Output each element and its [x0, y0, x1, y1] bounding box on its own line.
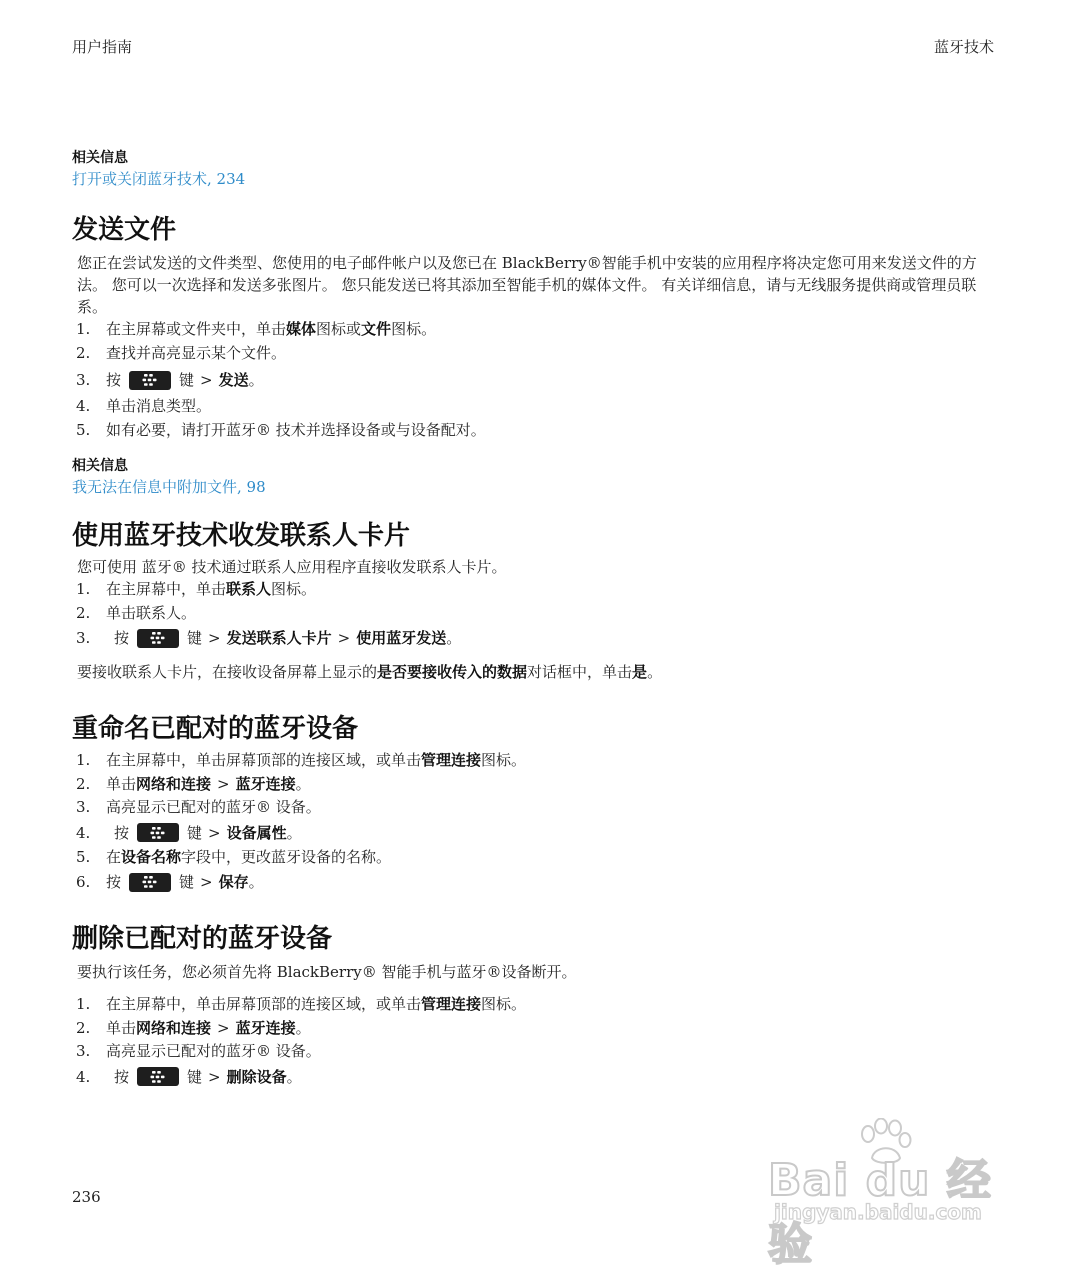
step-3: 3. 高亮显示已配对的蓝牙® 设备。 — [76, 1042, 321, 1060]
step-4: 4. 按 键 > 删除设备 。 — [76, 1067, 302, 1086]
step-1: 1. 在主屏幕中，单击 联系人 图标。 — [76, 580, 317, 598]
section-rename-device — [72, 711, 1002, 895]
blackberry-menu-key-icon — [137, 629, 179, 648]
related-link-bluetooth-toggle[interactable]: 打开或关闭蓝牙技术, 234 — [72, 170, 246, 188]
receive-card-note: 要接收联系人卡片，在接收设备屏幕上显示的是否要接收传入的数据对话框中，单击是。 — [77, 663, 663, 681]
section-title: 删除已配对的蓝牙设备 — [72, 924, 333, 954]
step-1: 1. 在主屏幕或文件夹中，单击 媒体 图标或 文件 图标。 — [76, 320, 437, 338]
watermark-url: jingyan.baidu.com — [774, 1200, 982, 1224]
related-info-2 — [72, 456, 1002, 498]
watermark-logo: Bai du 经验 — [768, 1155, 992, 1270]
blackberry-menu-key-icon — [137, 823, 179, 842]
page-number: 236 — [72, 1188, 101, 1206]
step-3: 3. 高亮显示已配对的蓝牙® 设备。 — [76, 798, 321, 816]
section-intro: 要执行该任务，您必须首先将 BlackBerry® 智能手机与蓝牙®设备断开。 — [77, 963, 577, 981]
baidu-jingyan-watermark — [764, 1118, 1004, 1270]
header-doc-title: 用户指南 — [72, 38, 133, 56]
step-list — [72, 993, 1002, 1090]
step-2: 2. 单击 网络和连接 > 蓝牙连接 。 — [76, 1018, 311, 1037]
step-5: 5. 在 设备名称 字段中，更改蓝牙设备的名称。 — [76, 847, 392, 866]
step-4: 4. 按 键 > 设备属性 。 — [76, 823, 302, 842]
step-3: 3. 按 键 > 发送联系人卡片 > 使用蓝牙发送 。 — [76, 629, 462, 647]
step-1: 1. 在主屏幕中，单击屏幕顶部的连接区域，或单击 管理连接 图标。 — [76, 995, 527, 1013]
step-list — [72, 749, 1002, 895]
step-list — [72, 578, 1002, 651]
section-contact-card — [72, 518, 1002, 683]
step-6: 6. 按 键 > 保存 。 — [76, 873, 264, 891]
page-content — [72, 148, 1002, 1090]
related-info-heading: 相关信息 — [72, 150, 128, 166]
section-intro: 您可使用 蓝牙® 技术通过联系人应用程序直接收发联系人卡片。 — [77, 558, 507, 576]
section-intro: 您正在尝试发送的文件类型、您使用的电子邮件帐户以及您已在 BlackBerry®智能手机中安装的应用程序将决定您可用来发送文件的方法。 您可以一次选择和发送多张图片。 您只能发送已将其添加至智能手机的媒体文件。 有关详细信息，请与无线服务提供商或管理员联系。 — [77, 254, 977, 316]
step-list — [72, 318, 1002, 442]
section-delete-device — [72, 921, 1002, 1090]
step-2: 2. 单击 网络和连接 > 蓝牙连接 。 — [76, 774, 311, 793]
step-4: 4. 单击消息类型。 — [76, 397, 212, 415]
step-3: 3. 按 键 > 发送 。 — [76, 371, 264, 389]
blackberry-menu-key-icon — [129, 371, 171, 390]
related-info-1 — [72, 148, 1002, 190]
section-title: 发送文件 — [72, 215, 177, 245]
step-2: 2. 单击联系人。 — [76, 603, 197, 622]
section-send-files — [72, 212, 1002, 442]
step-1: 1. 在主屏幕中，单击屏幕顶部的连接区域，或单击 管理连接 图标。 — [76, 751, 527, 769]
blackberry-menu-key-icon — [137, 1067, 179, 1086]
blackberry-menu-key-icon — [129, 873, 171, 892]
related-link-attach-file[interactable]: 我无法在信息中附加文件, 98 — [72, 478, 266, 496]
section-title: 使用蓝牙技术收发联系人卡片 — [72, 521, 411, 551]
step-5: 5. 如有必要，请打开蓝牙® 技术并选择设备或与设备配对。 — [76, 420, 486, 439]
header-section-title: 蓝牙技术 — [933, 38, 994, 56]
section-title: 重命名已配对的蓝牙设备 — [72, 714, 359, 744]
step-2: 2. 查找并高亮显示某个文件。 — [76, 343, 287, 362]
related-info-heading: 相关信息 — [72, 458, 128, 474]
